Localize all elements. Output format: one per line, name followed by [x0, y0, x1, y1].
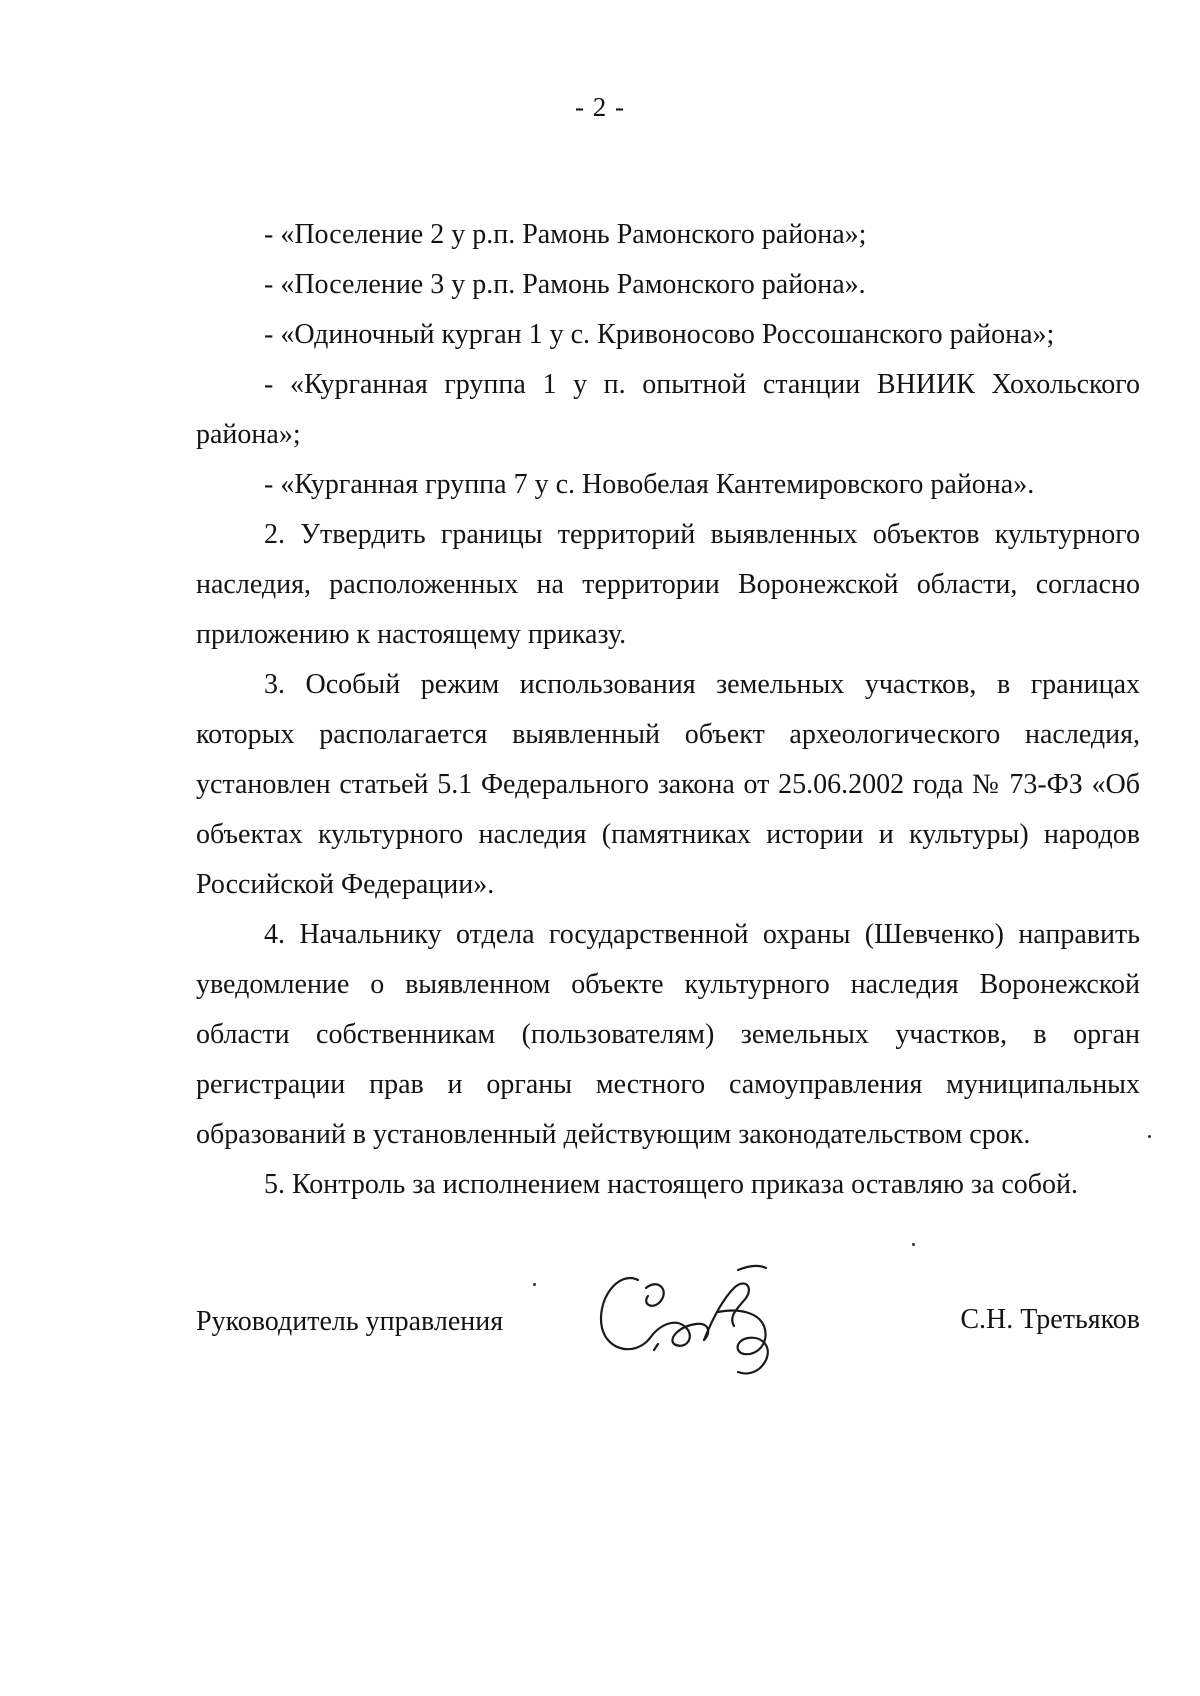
list-item: - «Поселение 2 у р.п. Рамонь Рамонского района»; [264, 219, 867, 250]
scan-speck [912, 1243, 915, 1246]
scan-speck [533, 1283, 536, 1286]
paragraph-2: 2. Утвердить границы территорий выявленных объектов культурного наследия, расположенных на территории Воронежской области, согласно приложению к настоящему приказу. [196, 519, 1140, 650]
signatory-title: Руководитель управления [196, 1306, 504, 1337]
paragraph-3: 3. Особый режим использования земельных участков, в границах которых располагается выявленный объект археологического наследия, установлен статьей 5.1 Федерального закона от 25.06.2002 года № 73-ФЗ «Об объектах культурного наследия (памятниках истории и культуры) народов Российской Федерации». [196, 669, 1140, 900]
handwritten-signature [588, 1260, 798, 1380]
signature-block [196, 1260, 1140, 1380]
list-item: - «Курганная группа 1 у п. опытной станции ВНИИК Хохольского района»; [196, 369, 1140, 450]
list-item: - «Одиночный курган 1 у с. Кривоносово Россошанского района»; [264, 319, 1055, 350]
signatory-name: С.Н. Третьяков [960, 1304, 1140, 1335]
list-item: - «Поселение 3 у р.п. Рамонь Рамонского района». [264, 269, 866, 300]
paragraph-4: 4. Начальнику отдела государственной охраны (Шевченко) направить уведомление о выявленном объекте культурного наследия Воронежской области собственникам (пользователям) земельных участков, в орган регистрации прав и органы местного самоуправления муниципальных образований в установленный действующим законодательством срок. [196, 919, 1140, 1150]
list-item: - «Курганная группа 7 у с. Новобелая Кантемировского района». [264, 469, 1035, 500]
scan-speck [1148, 1135, 1151, 1138]
page-number: - 2 - [575, 92, 625, 122]
document-body [196, 210, 1140, 1210]
paragraph-5: 5. Контроль за исполнением настоящего приказа оставляю за собой. [264, 1169, 1079, 1200]
